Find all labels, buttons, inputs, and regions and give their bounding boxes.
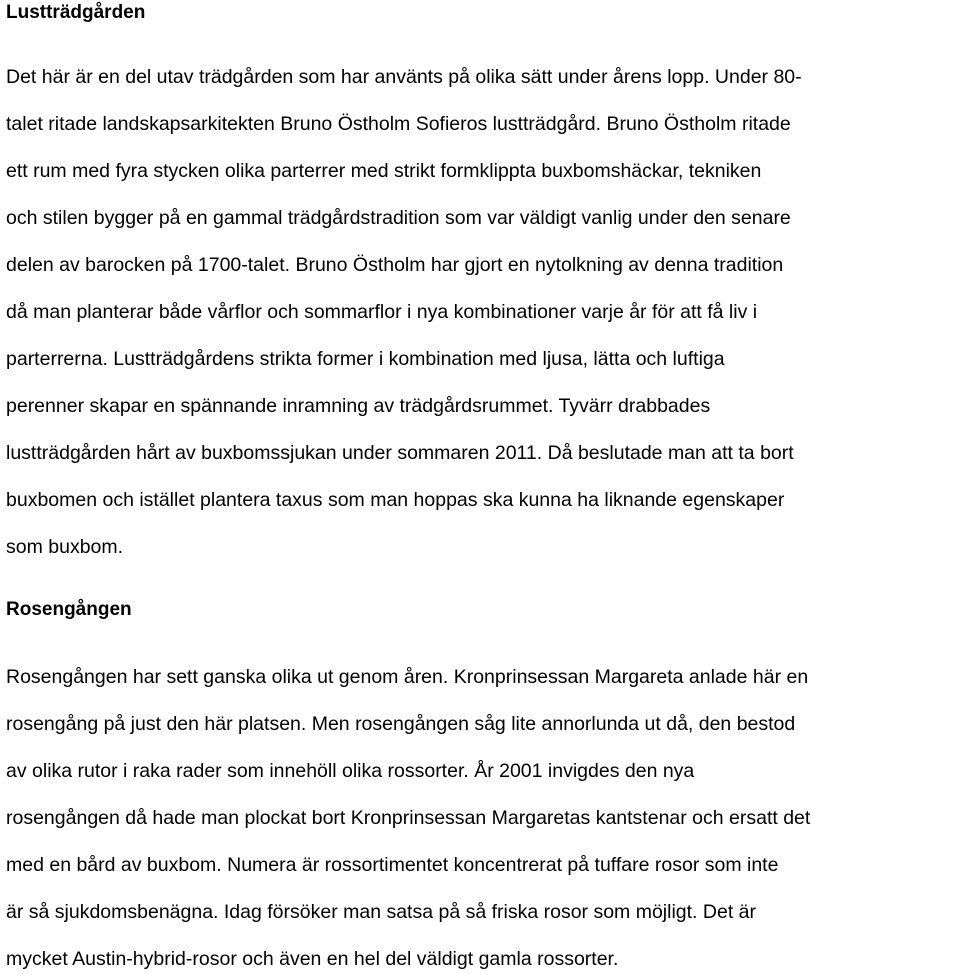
text-line: mycket Austin-hybrid-rosor och även en hel del väldigt gamla rossorter.: [6, 948, 619, 970]
section-heading-rosengangen: Rosengången: [6, 599, 132, 620]
text-line: talet ritade landskapsarkitekten Bruno Östholm Sofieros lustträdgård. Bruno Östholm ritade: [6, 113, 791, 135]
text-line: Rosengången har sett ganska olika ut genom åren. Kronprinsessan Margareta anlade här en: [6, 666, 809, 688]
text-line: är så sjukdomsbenägna. Idag försöker man satsa på så friska rosor som möjligt. Det är: [6, 901, 756, 923]
text-line: parterrerna. Lustträdgårdens strikta former i kombination med ljusa, lätta och luftiga: [6, 348, 725, 370]
text-line: med en bård av buxbom. Numera är rossortimentet koncentrerat på tuffare rosor som inte: [6, 854, 779, 876]
text-line: perenner skapar en spännande inramning av trädgårdsrummet. Tyvärr drabbades: [6, 395, 711, 417]
section-heading-lusttradgarden: Lustträdgården: [6, 2, 146, 23]
text-line: delen av barocken på 1700-talet. Bruno Östholm har gjort en nytolkning av denna tradition: [6, 254, 784, 276]
text-line: som buxbom.: [6, 536, 124, 558]
text-line: då man planterar både vårflor och sommarflor i nya kombinationer varje år för att få liv i: [6, 301, 758, 323]
text-line: ett rum med fyra stycken olika parterrer med strikt formklippta buxbomshäckar, tekniken: [6, 160, 762, 182]
text-line: och stilen bygger på en gammal trädgårdstradition som var väldigt vanlig under den senare: [6, 207, 791, 229]
text-line: rosengången då hade man plockat bort Kronprinsessan Margaretas kantstenar och ersatt det: [6, 807, 811, 829]
text-line: lustträdgården hårt av buxbomssjukan under sommaren 2011. Då beslutade man att ta bort: [6, 442, 794, 464]
text-line: av olika rutor i raka rader som innehöll olika rossorter. År 2001 invigdes den nya: [6, 760, 695, 782]
text-line: rosengång på just den här platsen. Men rosengången såg lite annorlunda ut då, den bestod: [6, 713, 796, 735]
text-line: buxbomen och istället plantera taxus som man hoppas ska kunna ha liknande egenskaper: [6, 489, 785, 511]
text-line: Det här är en del utav trädgården som har använts på olika sätt under årens lopp. Under 80-: [6, 66, 802, 88]
